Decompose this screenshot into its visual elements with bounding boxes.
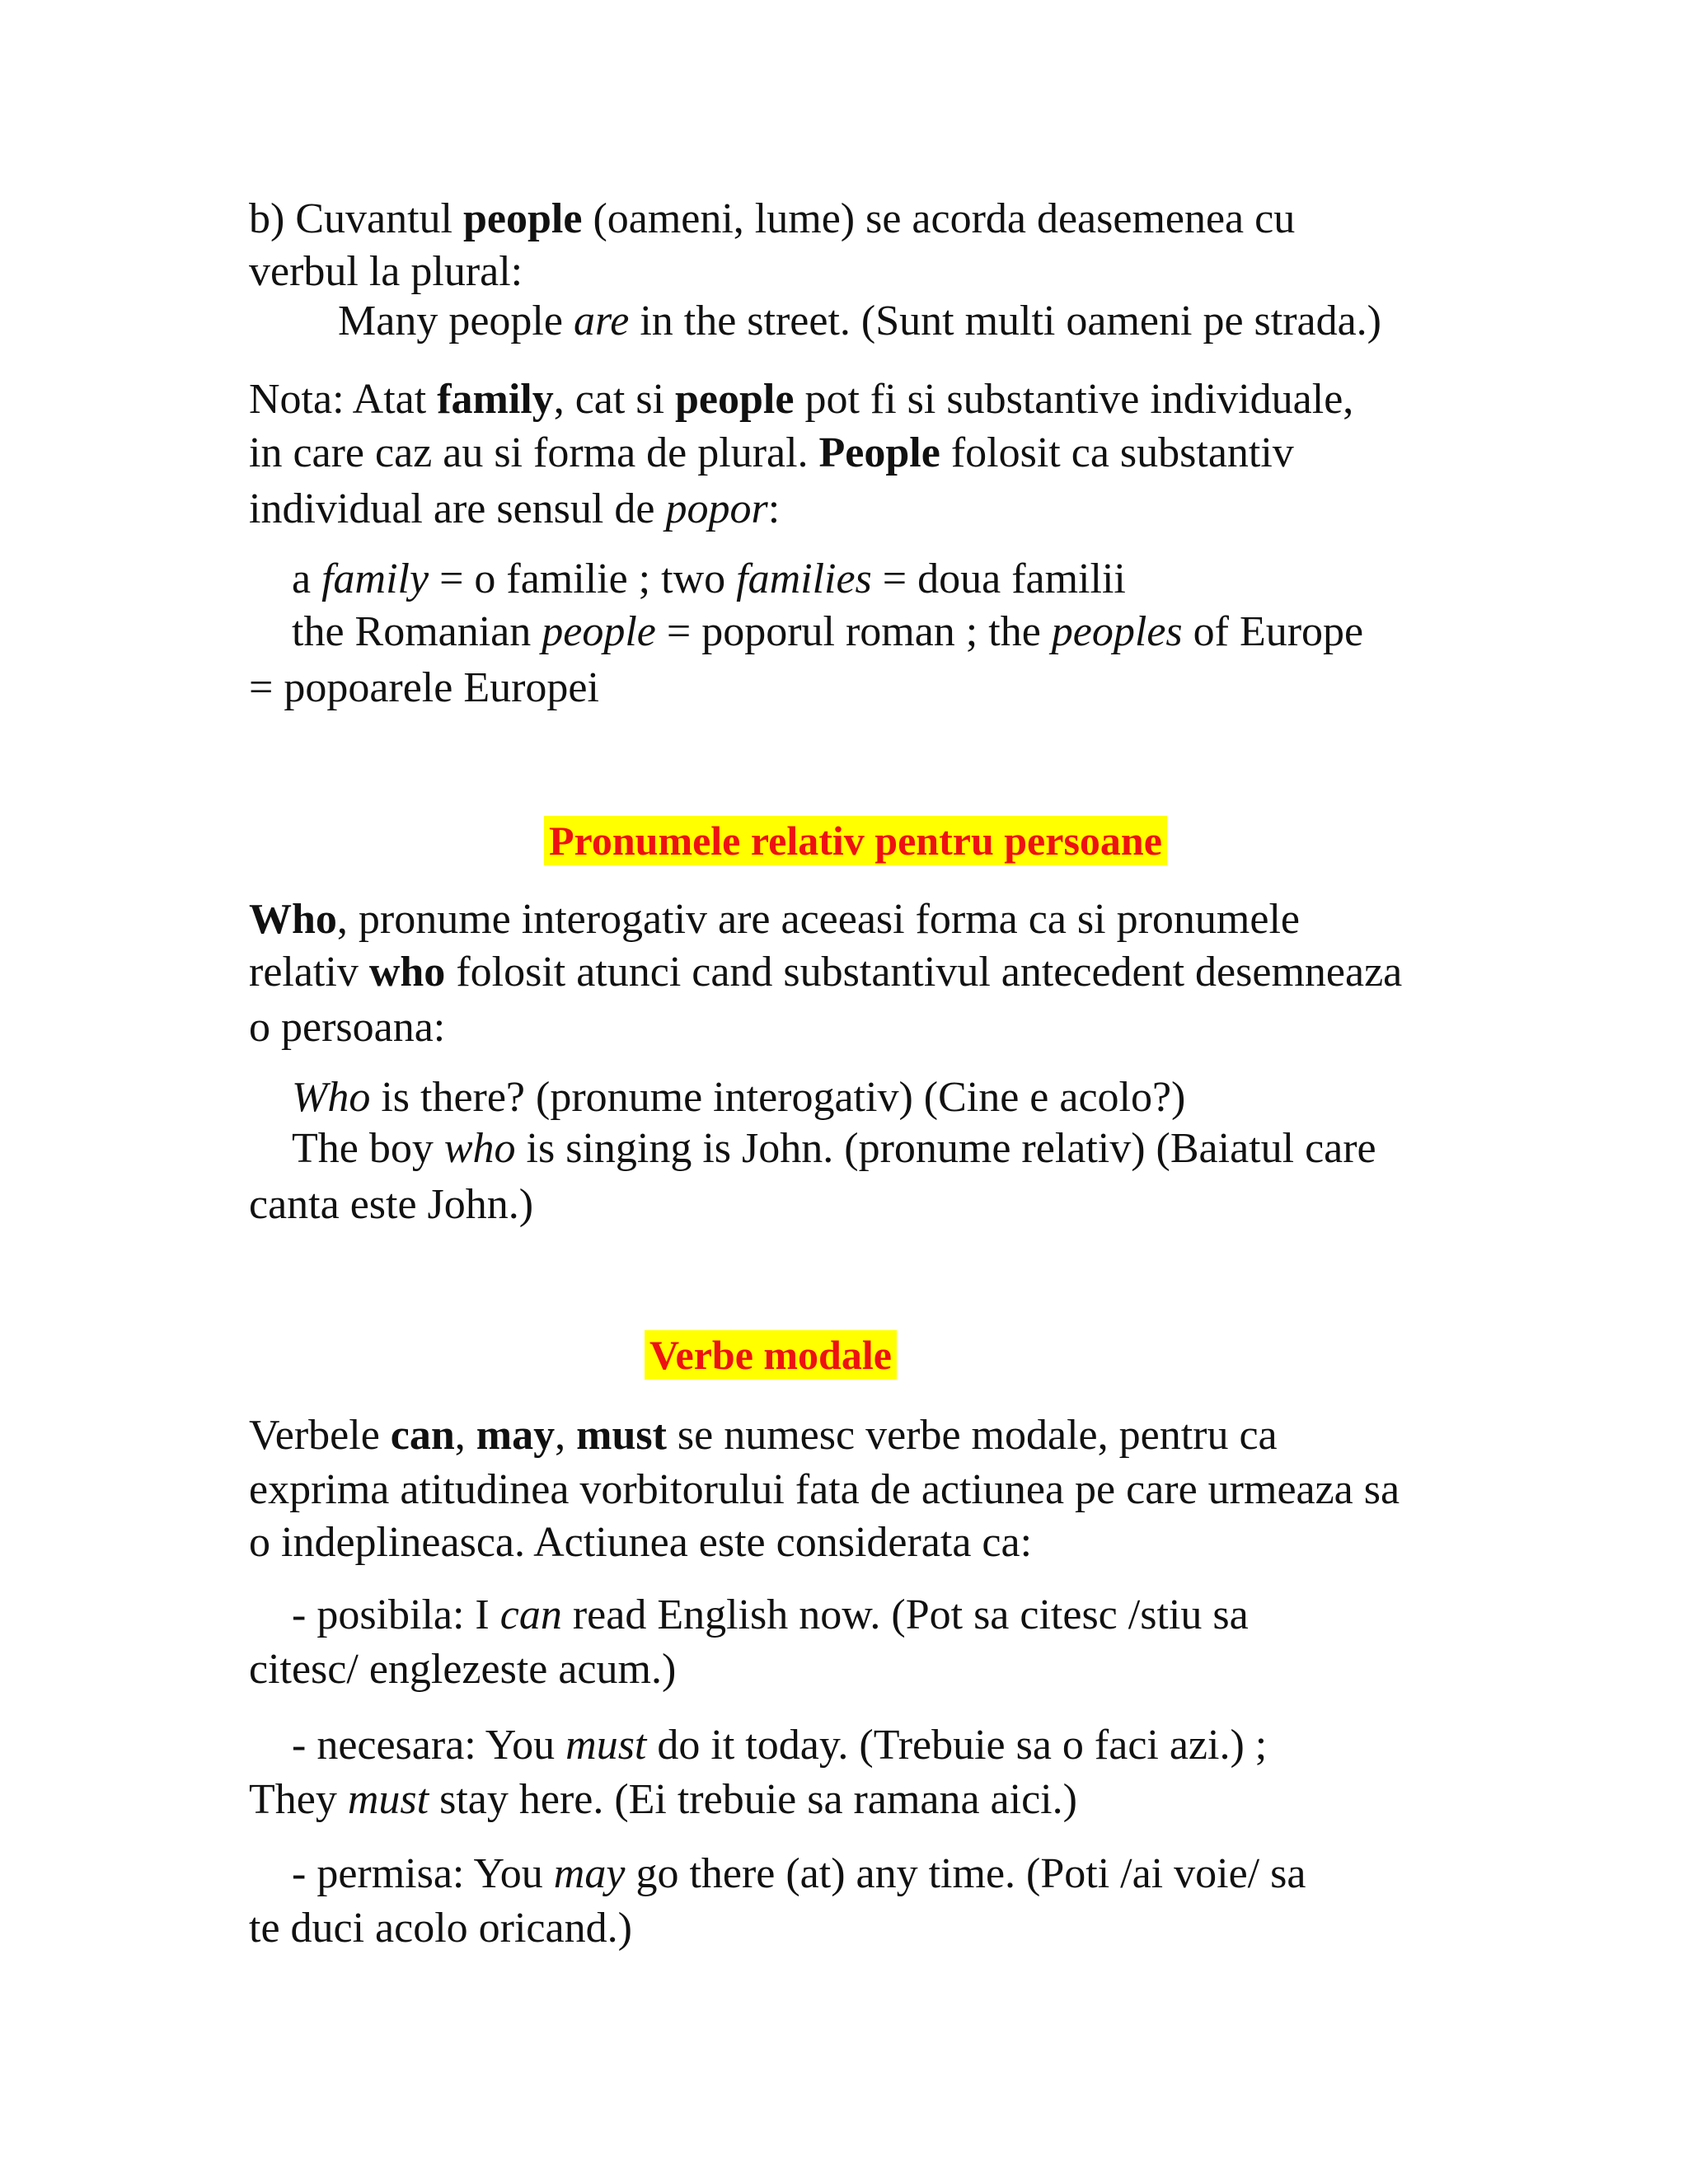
verbe-line-1 xyxy=(249,1411,1278,1460)
text-run: folosit ca substantiv xyxy=(940,429,1294,476)
text-run: folosit atunci cand substantivul antecedent desemneaza xyxy=(445,949,1403,996)
text-run: Verbele xyxy=(249,1412,391,1459)
italic-term: popor xyxy=(665,485,768,532)
bold-term: People xyxy=(818,429,940,476)
italic-term: can xyxy=(499,1591,562,1638)
text-run: stay here. (Ei trebuie sa ramana aici.) xyxy=(429,1776,1077,1823)
bold-term: must xyxy=(576,1412,667,1459)
paragraph-b-line-1 xyxy=(249,194,1295,244)
example-necesara-continued xyxy=(249,1775,1077,1825)
text-run: They xyxy=(249,1776,348,1823)
example-who-relative xyxy=(292,1124,1376,1174)
who-line-2 xyxy=(249,948,1402,997)
italic-term: are xyxy=(573,298,630,344)
italic-term: people xyxy=(542,608,656,655)
text-run: (oameni, lume) se acorda deasemenea cu xyxy=(582,195,1296,242)
text-run: read English now. (Pot sa citesc /stiu sa xyxy=(561,1591,1249,1638)
text-run: = doua familii xyxy=(871,555,1126,602)
text-run: = o familie ; two xyxy=(429,555,737,602)
bold-term: Who xyxy=(249,896,337,943)
text-run: , xyxy=(454,1412,476,1459)
text-run: is singing is John. (pronume relativ) (Baiatul care xyxy=(515,1125,1376,1172)
verbe-line-2: exprima atitudinea vorbitorului fata de actiunea pe care urmeaza sa xyxy=(249,1466,1400,1513)
italic-term: may xyxy=(553,1850,626,1897)
italic-term: peoples xyxy=(1051,608,1183,655)
example-necesara xyxy=(292,1721,1267,1770)
text-run: Nota: Atat xyxy=(249,376,438,423)
italic-term: families xyxy=(736,555,872,602)
text-run: the Romanian xyxy=(292,608,542,655)
text-run: Many people xyxy=(338,298,574,344)
example-permisa-continued: te duci acolo oricand.) xyxy=(249,1905,632,1952)
italic-term: must xyxy=(565,1722,647,1769)
text-run: in care caz au si forma de plural. xyxy=(249,429,819,476)
nota-line-3 xyxy=(249,485,780,534)
text-run: a xyxy=(292,555,322,602)
text-run: of Europe xyxy=(1182,608,1364,655)
text-run: - permisa: You xyxy=(292,1850,554,1897)
text-run: do it today. (Trebuie sa o faci azi.) ; xyxy=(646,1722,1268,1769)
paragraph-b-line-2: verbul la plural: xyxy=(249,248,523,295)
italic-term: must xyxy=(347,1776,429,1823)
bold-term: people xyxy=(462,195,583,242)
text-run: The boy xyxy=(292,1125,444,1172)
who-line-1 xyxy=(249,895,1300,944)
text-run: : xyxy=(767,485,781,532)
text-run: relativ xyxy=(249,949,369,996)
who-line-3: o persoana: xyxy=(249,1004,446,1051)
bold-term: can xyxy=(390,1412,455,1459)
bold-term: people xyxy=(675,376,795,423)
text-run: - necesara: You xyxy=(292,1722,566,1769)
text-run: se numesc verbe modale, pentru ca xyxy=(666,1412,1278,1459)
section-heading-verbe-modale: Verbe modale xyxy=(645,1330,897,1380)
text-run: , xyxy=(555,1412,577,1459)
example-family xyxy=(292,555,1126,604)
text-run: in the street. (Sunt multi oameni pe strada.) xyxy=(629,298,1381,344)
verbe-line-3: o indeplineasca. Actiunea este considerata ca: xyxy=(249,1519,1033,1566)
text-run: - posibila: I xyxy=(292,1591,500,1638)
example-sentence xyxy=(338,297,1381,346)
text-run: b) Cuvantul xyxy=(249,195,463,242)
bold-term: family xyxy=(437,376,554,423)
example-people-continued: = popoarele Europei xyxy=(249,664,599,711)
text-run: go there (at) any time. (Poti /ai voie/ sa xyxy=(625,1850,1306,1897)
text-run: , pronume interogativ are aceeasi forma ca si pronumele xyxy=(336,896,1300,943)
section-heading-pronume: Pronumele relativ pentru persoane xyxy=(544,816,1167,865)
example-who-interrogative xyxy=(292,1073,1185,1122)
text-run: is there? (pronume interogativ) (Cine e acolo?) xyxy=(370,1074,1186,1121)
italic-term: family xyxy=(321,555,429,602)
italic-term: Who xyxy=(292,1074,371,1121)
example-posibila-continued: citesc/ englezeste acum.) xyxy=(249,1646,677,1693)
nota-line-2 xyxy=(249,429,1294,478)
example-posibila xyxy=(292,1591,1249,1640)
italic-term: who xyxy=(443,1125,516,1172)
text-run: , cat si xyxy=(553,376,676,423)
nota-line-1 xyxy=(249,375,1353,424)
text-run: = poporul roman ; the xyxy=(655,608,1052,655)
text-run: individual are sensul de xyxy=(249,485,666,532)
example-who-relative-continued: canta este John.) xyxy=(249,1181,534,1228)
bold-term: who xyxy=(368,949,446,996)
example-people xyxy=(292,607,1363,657)
text-run: pot fi si substantive individuale, xyxy=(794,376,1354,423)
bold-term: may xyxy=(476,1412,556,1459)
example-permisa xyxy=(292,1849,1306,1899)
